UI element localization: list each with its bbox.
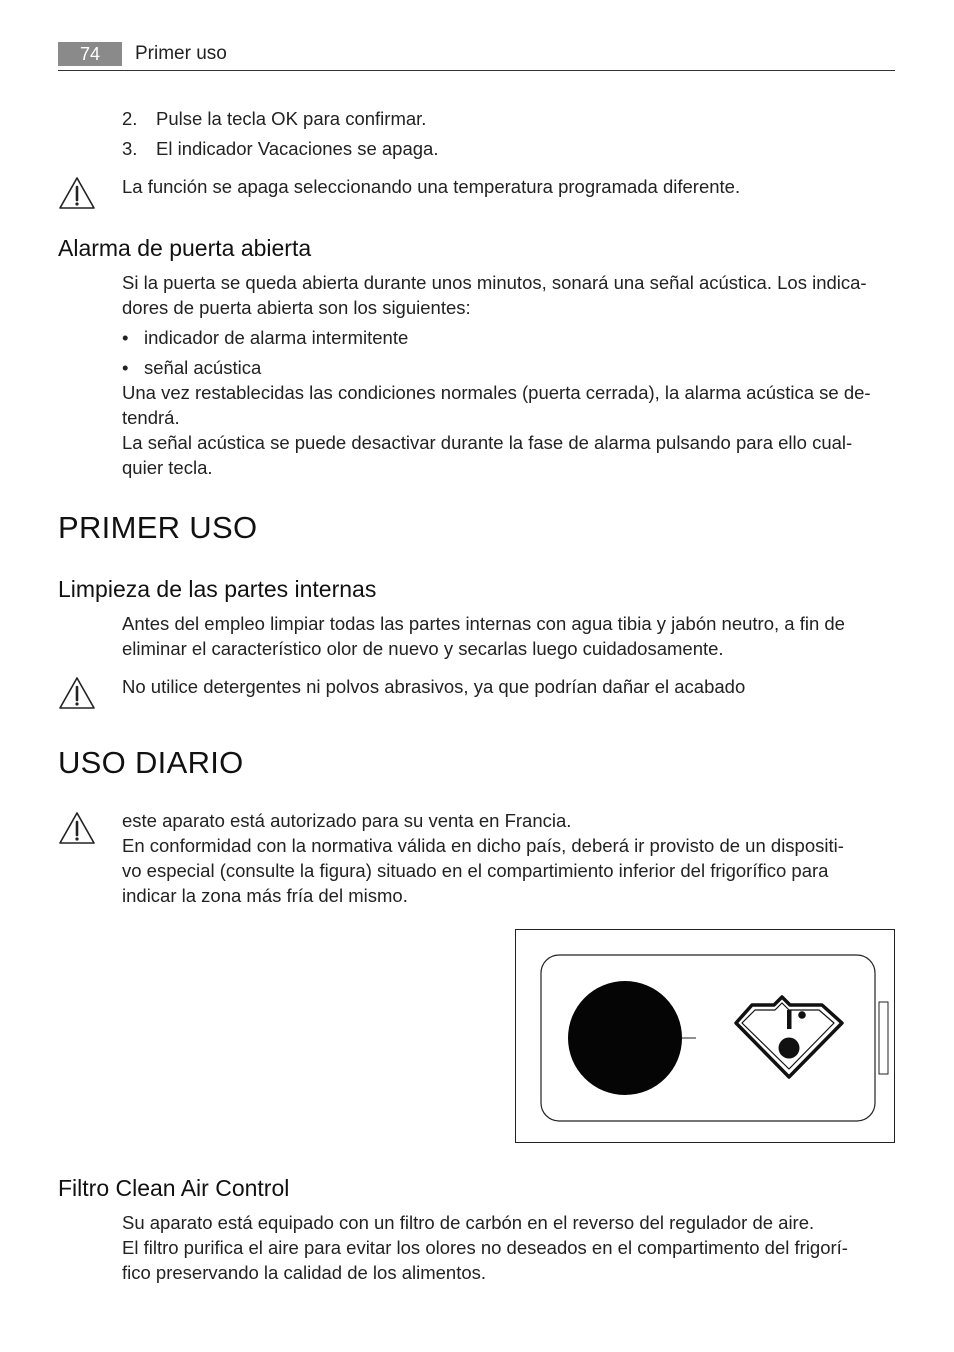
cleaning-warning: No utilice detergentes ni polvos abrasivos, ya que podrían dañar el acabado [122,676,746,697]
door-alarm-intro-2: dores de puerta abierta son los siguientes: [122,297,471,318]
header-title: Primer uso [135,43,227,64]
france-warning-3: vo especial (consulte la figura) situado en el compartimiento inferior del frigorífico para [122,860,829,881]
warning-text: La función se apaga seleccionando una temperatura programada diferente. [122,176,741,197]
bullet-item [122,355,261,380]
warning-icon [58,176,96,210]
bullet-icon: • [122,357,129,378]
bullet-item [122,325,408,350]
step-text: Pulse la tecla OK para confirmar. [156,108,427,129]
cleaning-heading: Limpieza de las partes internas [58,576,377,602]
side-slot [879,1002,888,1074]
page-number: 74 [58,42,122,66]
step-3 [122,136,438,161]
primer-uso-heading: PRIMER USO [58,510,258,545]
france-warning-2: En conformidad con la normativa válida en dicho país, deberá ir provisto de un dispositi- [122,835,844,856]
warning-icon [58,676,96,710]
step-number: 2. [122,108,138,129]
filter-text-2: El filtro purifica el aire para evitar los olores no deseados en el compartimento del frigorí- [122,1237,848,1258]
warning-icon [58,811,96,845]
step-number: 3. [122,138,138,159]
cleaning-text-1: Antes del empleo limpiar todas las partes internas con agua tibia y jabón neutro, a fin de [122,613,845,634]
door-alarm-p2-1: Una vez restablecidas las condiciones normales (puerta cerrada), la alarma acústica se de- [122,382,871,403]
filter-heading: Filtro Clean Air Control [58,1175,290,1201]
temperature-indicator-illustration [516,930,894,1142]
coldest-zone-figure [515,929,895,1143]
indicator-dial-icon [568,981,682,1095]
bullet-icon: • [122,327,129,348]
step-2 [122,106,426,131]
cleaning-text-2: eliminar el característico olor de nuevo y secarlas luego cuidadosamente. [122,638,724,659]
door-alarm-p2-2: tendrá. [122,407,180,428]
header-rule [58,70,895,71]
door-alarm-intro-1: Si la puerta se queda abierta durante unos minutos, sonará una señal acústica. Los indica- [122,272,867,293]
france-warning-4: indicar la zona más fría del mismo. [122,885,408,906]
filter-text-1: Su aparato está equipado con un filtro de carbón en el reverso del regulador de aire. [122,1212,815,1233]
bullet-text: señal acústica [144,357,262,378]
step-text: El indicador Vacaciones se apaga. [156,138,439,159]
filter-text-3: fico preservando la calidad de los alimentos. [122,1262,487,1283]
bullet-text: indicador de alarma intermitente [144,327,409,348]
door-alarm-p3-2: quier tecla. [122,457,213,478]
france-warning-1: este aparato está autorizado para su venta en Francia. [122,810,572,831]
door-alarm-heading: Alarma de puerta abierta [58,235,312,261]
ok-symbol-icon [736,997,842,1077]
uso-diario-heading: USO DIARIO [58,745,244,780]
door-alarm-p3-1: La señal acústica se puede desactivar durante la fase de alarma pulsando para ello cual- [122,432,853,453]
